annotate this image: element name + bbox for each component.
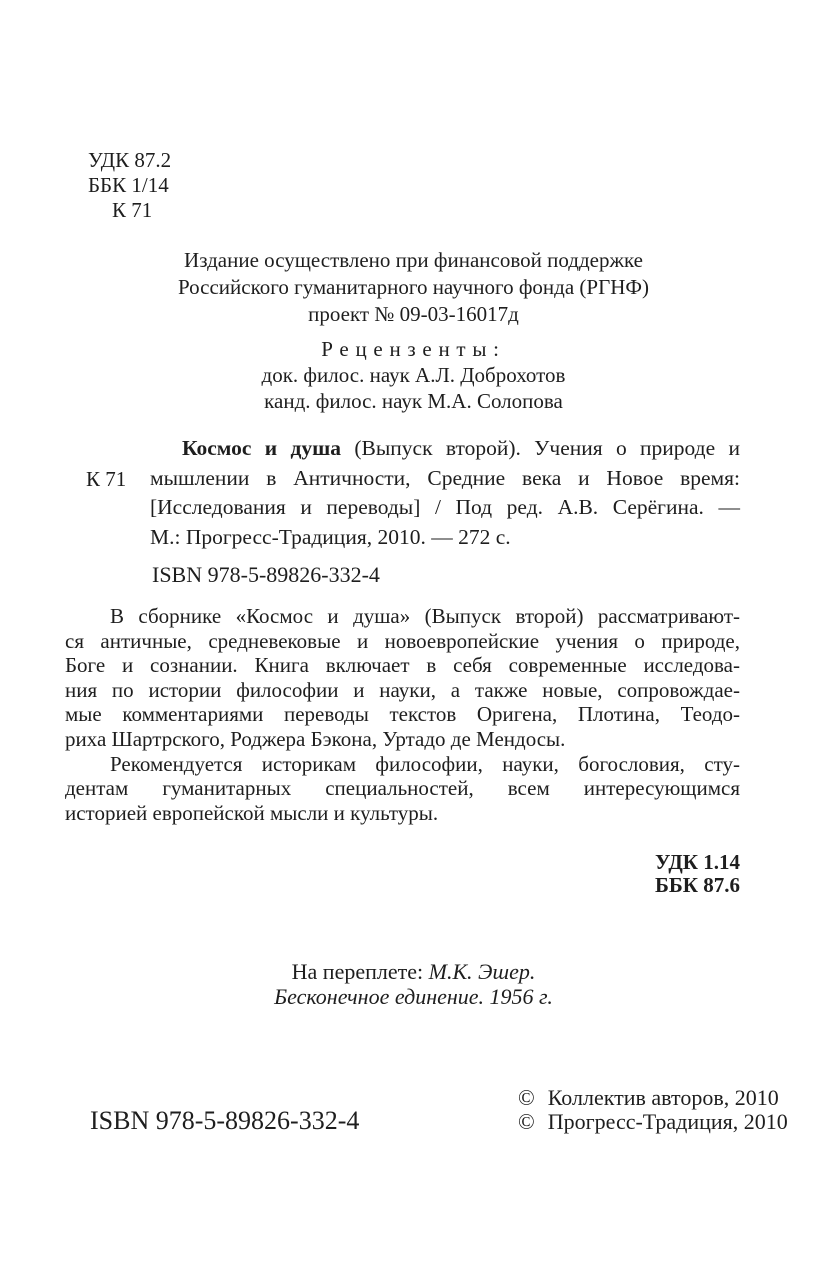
- isbn-footer: ISBN 978-5-89826-332-4: [90, 1106, 360, 1135]
- copyright-icon: ©: [518, 1085, 535, 1110]
- text-line: Российского гуманитарного научного фонда (РГНФ): [177, 275, 649, 299]
- copyright-line-publisher: © Прогресс-Традиция, 2010: [518, 1108, 788, 1134]
- reviewers-heading: Рецензенты:: [321, 337, 506, 361]
- catalog-entry: [150, 434, 740, 552]
- isbn-entry: ISBN 978-5-89826-332-4: [152, 562, 380, 587]
- reviewers-list: [0, 362, 827, 414]
- catalog-entry-lines: [150, 464, 740, 553]
- text-line: мые комментариями переводы текстов Оригена, Плотина, Теодо-: [65, 702, 740, 727]
- cover-note-line-1: [0, 960, 827, 985]
- funding-note: [0, 247, 827, 328]
- annotation-paragraph-1: [65, 604, 740, 752]
- annotation-block: [65, 604, 740, 825]
- text-line: дентам гуманитарных специальностей, всем интересующимся: [65, 776, 740, 801]
- catalog-margin-code: К 71: [86, 467, 127, 491]
- udc-top: УДК 87.2: [88, 148, 172, 172]
- copyright-icon: ©: [518, 1108, 535, 1134]
- text-line: [Исследования и переводы] / Под ред. А.В. Серёгина. —: [150, 495, 740, 519]
- cover-work-title: Бесконечное единение. 1956 г.: [274, 983, 553, 1009]
- text-line: историей европейской мысли и культуры.: [65, 800, 439, 825]
- text-line: проект № 09-03-16017д: [308, 302, 519, 326]
- text-line: мышлении в Античности, Средние века и Новое время:: [150, 465, 740, 490]
- text-line: канд. филос. наук М.А. Солопова: [264, 389, 563, 413]
- author-code-top: К 71: [112, 198, 153, 222]
- cover-artist: М.К. Эшер.: [428, 959, 536, 984]
- annotation-paragraph-2: [65, 752, 740, 826]
- copyright-block: [518, 1086, 788, 1133]
- cover-note-prefix: На переплете:: [291, 959, 429, 984]
- bottom-catalog-codes: [655, 851, 740, 897]
- catalog-entry-first-line: [150, 434, 740, 464]
- text-line: ся античные, средневековые и новоевропейские учения о природе,: [65, 628, 740, 653]
- text-line: М.: Прогресс-Традиция, 2010. — 272 с.: [150, 524, 511, 549]
- copyright-line-authors: © Коллектив авторов, 2010: [518, 1085, 779, 1110]
- reviewers-block: [0, 336, 827, 414]
- text-line: риха Шартрского, Роджера Бэкона, Уртадо де Мендосы.: [65, 726, 566, 751]
- book-title: Космос и душа: [182, 436, 342, 460]
- top-catalog-codes: [88, 148, 171, 223]
- cover-note: [0, 960, 827, 1009]
- udc-bottom: УДК 1.14: [655, 850, 740, 874]
- bbk-bottom: ББК 87.6: [655, 873, 740, 897]
- text-line: ния по истории философии и науки, а также новые, сопровождае-: [65, 677, 740, 702]
- text-line: Рекомендуется историкам философии, науки, богословия, сту-: [110, 751, 740, 776]
- text-line: док. филос. наук А.Л. Доброхотов: [261, 363, 566, 387]
- text-line: Боге и сознании. Книга включает в себя современные исследова-: [65, 653, 740, 678]
- bbk-top: ББК 1/14: [88, 173, 169, 197]
- text-line: Издание осуществлено при финансовой поддержке: [184, 248, 643, 272]
- text-line: В сборнике «Космос и душа» (Выпуск второй) рассматривают-: [110, 604, 740, 628]
- catalog-entry-first-line-rest: (Выпуск второй). Учения о природе и: [341, 436, 740, 460]
